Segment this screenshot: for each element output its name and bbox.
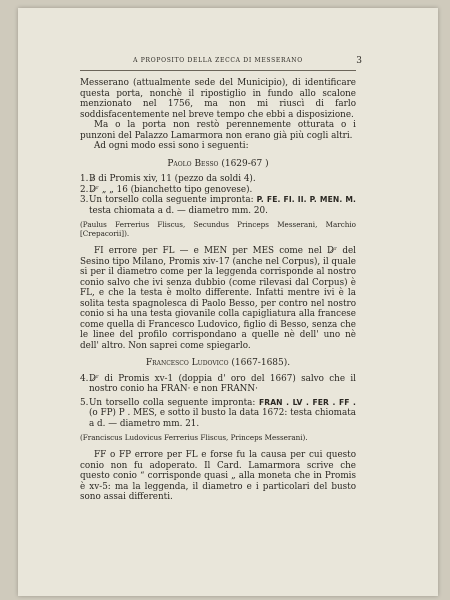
item-number: 5. (80, 397, 89, 408)
coin-item-2 (80, 185, 356, 196)
item-text: B̷ di Promis xiv, 11 (pezzo da soldi 4). (89, 174, 256, 184)
coin-item-3 (80, 195, 356, 216)
item-text (89, 195, 356, 216)
section-heading-francesco-ludovico: Francesco Ludovico (1667-1685). (145, 358, 291, 368)
header-rule (80, 70, 356, 71)
item-number: 3. (80, 195, 89, 205)
coin-legend: FRAN . LV . FER . FF . (258, 397, 357, 407)
item-text (89, 398, 356, 430)
intro-paragraph-3: Ad ogni modo essi sono i seguenti: (94, 141, 249, 151)
section-heading-paolo-besso: Paolo Besso (1629-67 ) (167, 158, 269, 169)
coin-item-1 (80, 174, 356, 185)
item-lead: Un torsello colla seguente impronta: (89, 397, 256, 408)
intro-paragraph-2: Ma o la porta non restò perennemente otturata o i punzoni del Palazzo Lamarmora non erano già più cogli altri. (80, 120, 356, 141)
commentary-paragraph-1: FI errore per FL — e MEN per MES come nel D̷ʳ del Sesino tipo Milano, Promis xiv-17 (anche nel Corpus), il quale si per il diametro come per la leggenda corrisponde al nostro conio salvo che ivi senza dubbio (come rilevasi dal Corpus) è FL, e che la testa è molto differente. Infatti mentre ivi è la solita testa spagnolesca di Paolo Besso, per contro nel nostro conio si ha una testa giovanile colla capigliatura alla francese come quella di Francesco Ludovico, figlio di Besso, senza che le linee del profilo corrispondano a quelle nè dell' uno nè dell' altro. Non saprei come spiegarlo. (80, 246, 356, 351)
text-body (80, 78, 356, 503)
item-description: testa chiomata a d. — diametro mm. 20. (89, 205, 268, 216)
legend-expansion-note: (Paulus Ferrerius Fliscus, Secundus Princeps Messerani, Marchio [Crepacorii]). (80, 220, 356, 238)
item-number: 1. (80, 174, 89, 184)
page-number: 3 (356, 56, 362, 66)
item-text: D̷ʳ di Promis xv-1 (doppia d' oro del 1667) salvo che il nostro conio ha FRAN· e non FRANN· (89, 373, 356, 394)
running-head: A PROPOSITO DELLA ZECCA DI MESSERANO (133, 57, 303, 64)
item-number: 2. (80, 184, 89, 195)
coin-legend: P. FE. FI. II. P. MEN. M. (256, 195, 356, 204)
book-page (18, 8, 438, 596)
intro-paragraph-1: Messerano (attualmente sede del Municipio), di identificare questa porta, nonchè il ripostiglio in fundo allo scalone menzionato nel 1756, ma non mi riuscì di farlo soddisfacentemente nel breve tempo che ebbi a disposizione. (80, 78, 356, 120)
legend-expansion-note: (Franciscus Ludovicus Ferrerius Fliscus, Princeps Messerani). (80, 433, 308, 442)
item-description: (o FP) P . MES, e sotto il busto la data 1672: testa chiomata a d. — diametro mm. 21. (89, 408, 357, 429)
page-header (80, 55, 362, 67)
commentary-paragraph-2: FF o FP errore per FL e forse fu la causa per cui questo conio non fu adoperato. Il Card. Lamarmora scrive che questo conio “ corrisponde quasi „ alla moneta che in Promis è xv-5: ma la leggenda, il diametro e i particolari del busto sono assai differenti. (80, 450, 356, 502)
item-lead: Un torsello colla seguente impronta: (89, 195, 254, 205)
coin-item-5 (80, 398, 356, 430)
item-number: 4. (80, 373, 89, 384)
coin-item-4 (80, 374, 356, 395)
item-text: D̷ʳ „ „ 16 (bianchetto tipo genovese). (89, 184, 253, 195)
